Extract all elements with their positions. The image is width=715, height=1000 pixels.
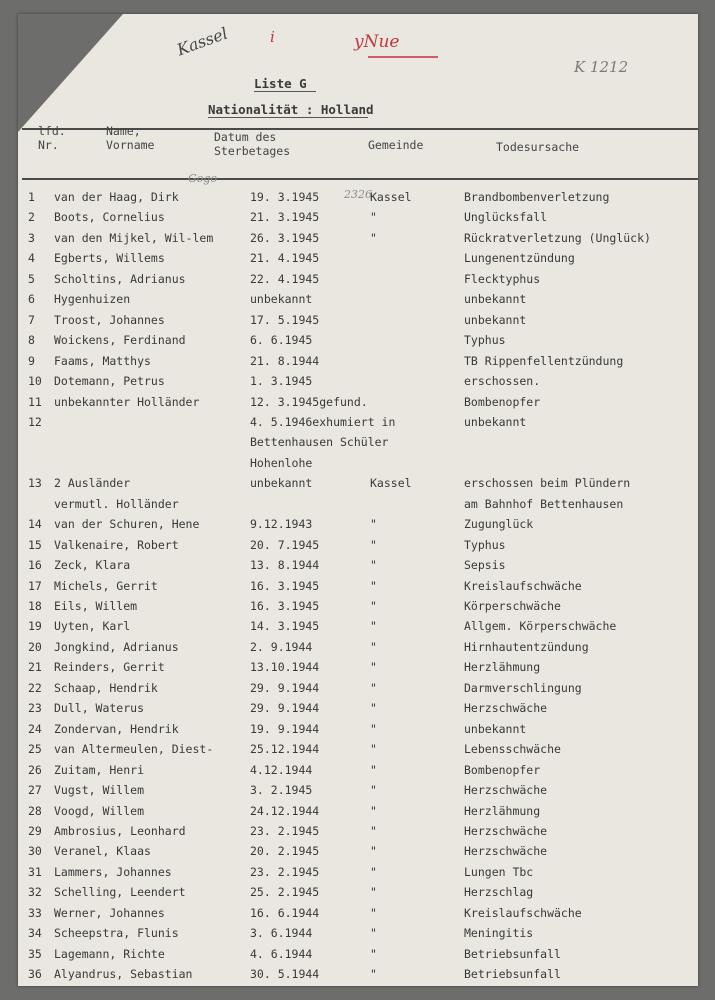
row-date: 16. 3.1945 bbox=[250, 599, 320, 613]
row-number: 16 bbox=[28, 558, 42, 573]
document-title: Liste G bbox=[254, 76, 307, 91]
row-cause: Herzschwäche bbox=[464, 701, 548, 716]
row-place: " bbox=[370, 599, 377, 613]
row-date: Bettenhausen Schüler bbox=[250, 435, 389, 450]
row-date: 13.10.1944 bbox=[250, 660, 320, 675]
row-number: 7 bbox=[28, 312, 35, 327]
header-place: Gemeinde bbox=[368, 138, 424, 152]
row-number: 17 bbox=[28, 578, 42, 593]
table-row bbox=[18, 885, 698, 905]
handwritten-kassel-note: Kassel bbox=[174, 23, 231, 60]
row-place: " bbox=[370, 967, 377, 982]
row-date: 29. 9.1944 bbox=[250, 701, 320, 716]
table-row bbox=[18, 435, 698, 455]
row-number: 6 bbox=[28, 292, 35, 307]
row-number: 30 bbox=[28, 844, 42, 859]
row-cause: Herzschwäche bbox=[464, 844, 548, 859]
row-date: 16. 3.1945 bbox=[250, 578, 320, 593]
row-name: Zondervan, Hendrik bbox=[54, 721, 179, 736]
row-name: Uyten, Karl bbox=[54, 619, 131, 634]
row-name: Scholtins, Adrianus bbox=[54, 271, 186, 286]
row-cause: Flecktyphus bbox=[464, 271, 541, 286]
row-number: 35 bbox=[28, 946, 42, 961]
table-row bbox=[18, 967, 698, 986]
row-name: Dotemann, Petrus bbox=[54, 374, 165, 389]
row-name: Valkenaire, Robert bbox=[54, 537, 179, 552]
header-nr: lfd. Nr. bbox=[38, 124, 66, 152]
row-cause: erschossen. bbox=[464, 374, 541, 389]
row-number: 19 bbox=[28, 619, 42, 634]
row-place: " bbox=[370, 762, 377, 777]
table-row bbox=[18, 660, 698, 680]
row-date: 20. 7.1945 bbox=[250, 537, 320, 552]
row-name: Troost, Johannes bbox=[54, 312, 165, 327]
row-number: 31 bbox=[28, 864, 42, 879]
row-place: " bbox=[370, 885, 377, 900]
row-cause: unbekannt bbox=[464, 414, 527, 429]
row-cause: Herzschwäche bbox=[464, 783, 548, 798]
row-place: " bbox=[370, 639, 377, 654]
document-page bbox=[18, 14, 698, 986]
row-name: vermutl. Holländer bbox=[54, 496, 179, 511]
row-name: Hygenhuizen bbox=[54, 292, 131, 307]
table-row bbox=[18, 824, 698, 844]
row-place: Kassel bbox=[370, 190, 412, 204]
row-number: 1 bbox=[28, 190, 35, 204]
header-cause: Todesursache bbox=[496, 140, 580, 154]
row-date: 26. 3.1945 bbox=[250, 230, 320, 245]
row-cause: Bombenopfer bbox=[464, 762, 541, 777]
row-number: 14 bbox=[28, 517, 42, 532]
row-place: " bbox=[370, 680, 377, 695]
row-number: 5 bbox=[28, 271, 35, 286]
row-place: " bbox=[370, 803, 377, 818]
table-row bbox=[18, 476, 698, 496]
row-number: 2 bbox=[28, 210, 35, 225]
row-cause: Herzschlag bbox=[464, 885, 534, 900]
row-place: " bbox=[370, 783, 377, 798]
row-place: " bbox=[370, 517, 377, 532]
row-cause: Kreislaufschwäche bbox=[464, 578, 582, 593]
row-number: 3 bbox=[28, 230, 35, 245]
row-date: 4.12.1944 bbox=[250, 762, 313, 777]
row-date: 16. 6.1944 bbox=[250, 905, 320, 920]
row-date: 1. 3.1945 bbox=[250, 374, 313, 389]
table-row bbox=[18, 763, 698, 783]
table-row bbox=[18, 742, 698, 762]
row-name: van Altermeulen, Diest- bbox=[54, 742, 214, 757]
row-name: Vugst, Willem bbox=[54, 783, 145, 798]
row-name: Lammers, Johannes bbox=[54, 864, 172, 879]
row-name: Alyandrus, Sebastian bbox=[54, 967, 193, 982]
row-date: 13. 8.1944 bbox=[250, 558, 320, 573]
row-date: 17. 5.1945 bbox=[250, 312, 320, 327]
table-row bbox=[18, 497, 698, 517]
row-number: 33 bbox=[28, 905, 42, 920]
row-number: 25 bbox=[28, 742, 42, 757]
row-date: 29. 9.1944 bbox=[250, 680, 320, 695]
table-row bbox=[18, 701, 698, 721]
table-row bbox=[18, 599, 698, 619]
row-place: " bbox=[370, 701, 377, 716]
row-date: 21. 8.1944 bbox=[250, 353, 320, 368]
table-row bbox=[18, 313, 698, 333]
row-date: 20. 2.1945 bbox=[250, 844, 320, 859]
row-cause: Hirnhautentzündung bbox=[464, 639, 589, 654]
table-row bbox=[18, 579, 698, 599]
row-name: Jongkind, Adrianus bbox=[54, 639, 179, 654]
row-name: Eils, Willem bbox=[54, 599, 138, 613]
row-date: 30. 5.1944 bbox=[250, 967, 320, 982]
row-cause: Darmverschlingung bbox=[464, 680, 582, 695]
row-date: 6. 6.1945 bbox=[250, 333, 313, 348]
row-name: Schelling, Leendert bbox=[54, 885, 186, 900]
row-place: " bbox=[370, 558, 377, 573]
table-row bbox=[18, 640, 698, 660]
row-cause: Typhus bbox=[464, 537, 506, 552]
row-cause: Unglücksfall bbox=[464, 210, 548, 225]
row-date: 14. 3.1945 bbox=[250, 619, 320, 634]
page-corner-torn bbox=[18, 14, 123, 132]
row-name: Woickens, Ferdinand bbox=[54, 333, 186, 348]
row-date: 22. 4.1945 bbox=[250, 271, 320, 286]
row-number: 36 bbox=[28, 967, 42, 982]
row-place: " bbox=[370, 926, 377, 941]
row-cause: Allgem. Körperschwäche bbox=[464, 619, 617, 634]
row-date: 4. 5.1946exhumiert in bbox=[250, 414, 396, 429]
row-name: Zeck, Klara bbox=[54, 558, 131, 573]
row-cause: erschossen beim Plündern bbox=[464, 476, 631, 491]
row-cause: Betriebsunfall bbox=[464, 967, 561, 982]
row-place: " bbox=[370, 230, 377, 245]
row-name: unbekannter Holländer bbox=[54, 394, 200, 409]
row-name: van der Haag, Dirk bbox=[54, 190, 179, 204]
row-place: " bbox=[370, 844, 377, 859]
row-name: Egberts, Willems bbox=[54, 251, 165, 266]
table-row bbox=[18, 783, 698, 803]
row-name: van der Schuren, Hene bbox=[54, 517, 200, 532]
row-name: Ambrosius, Leonhard bbox=[54, 823, 186, 838]
table-row bbox=[18, 844, 698, 864]
archive-code: K 1212 bbox=[574, 58, 629, 76]
document-nationality: Nationalität : Holland bbox=[208, 102, 374, 117]
row-number: 21 bbox=[28, 660, 42, 675]
subtitle-underline bbox=[208, 117, 368, 118]
row-place: " bbox=[370, 619, 377, 634]
row-cause: Typhus bbox=[464, 333, 506, 348]
handwritten-red-note: yNue bbox=[354, 32, 400, 52]
row-name: van den Mijkel, Wil-lem bbox=[54, 230, 214, 245]
table-row bbox=[18, 292, 698, 312]
row-name: Werner, Johannes bbox=[54, 905, 165, 920]
row-date: 19. 3.1945 bbox=[250, 190, 320, 204]
row-date: 25.12.1944 bbox=[250, 742, 320, 757]
table-row bbox=[18, 926, 698, 946]
row-number: 8 bbox=[28, 333, 35, 348]
pencil-note: 2326 bbox=[344, 188, 372, 201]
row-date: 23. 2.1945 bbox=[250, 823, 320, 838]
table-row bbox=[18, 947, 698, 967]
row-cause: Körperschwäche bbox=[464, 599, 561, 613]
table-row bbox=[18, 272, 698, 292]
row-place: " bbox=[370, 742, 377, 757]
row-place: " bbox=[370, 905, 377, 920]
row-cause: Brandbombenverletzung bbox=[464, 190, 610, 204]
row-number: 20 bbox=[28, 639, 42, 654]
row-number: 34 bbox=[28, 926, 42, 941]
row-number: 18 bbox=[28, 599, 42, 613]
row-cause: Lebensschwäche bbox=[464, 742, 561, 757]
table-row bbox=[18, 395, 698, 415]
row-name: Michels, Gerrit bbox=[54, 578, 158, 593]
row-place: " bbox=[370, 721, 377, 736]
row-place: " bbox=[370, 823, 377, 838]
row-name: Veranel, Klaas bbox=[54, 844, 151, 859]
row-number: 4 bbox=[28, 251, 35, 266]
header-name: Name, Vorname bbox=[106, 124, 155, 152]
row-name: Dull, Waterus bbox=[54, 701, 145, 716]
row-cause: TB Rippenfellentzündung bbox=[464, 353, 624, 368]
table-row bbox=[18, 231, 698, 251]
row-number: 28 bbox=[28, 803, 42, 818]
row-number: 15 bbox=[28, 537, 42, 552]
row-cause: Lungen Tbc bbox=[464, 864, 534, 879]
row-place: " bbox=[370, 660, 377, 675]
table-row bbox=[18, 619, 698, 639]
table-row bbox=[18, 354, 698, 374]
pencil-note: Gogo bbox=[188, 172, 218, 185]
row-date: unbekannt bbox=[250, 476, 313, 491]
table-header-rule bbox=[22, 178, 698, 180]
row-date: 24.12.1944 bbox=[250, 803, 320, 818]
row-name: Voogd, Willem bbox=[54, 803, 145, 818]
row-name: Schaap, Hendrik bbox=[54, 680, 158, 695]
row-date: 2. 9.1944 bbox=[250, 639, 313, 654]
row-number: 23 bbox=[28, 701, 42, 716]
table-row bbox=[18, 456, 698, 476]
row-cause: Rückratverletzung (Unglück) bbox=[464, 230, 651, 245]
table-row bbox=[18, 681, 698, 701]
table-row bbox=[18, 333, 698, 353]
row-cause: Kreislaufschwäche bbox=[464, 905, 582, 920]
row-number: 12 bbox=[28, 414, 42, 429]
red-underline bbox=[368, 56, 438, 58]
header-date: Datum des Sterbetages bbox=[214, 130, 291, 158]
row-number: 24 bbox=[28, 721, 42, 736]
row-cause: Betriebsunfall bbox=[464, 946, 561, 961]
table-row bbox=[18, 804, 698, 824]
row-cause: unbekannt bbox=[464, 292, 527, 307]
row-cause: Meningitis bbox=[464, 926, 534, 941]
handwritten-red-mark: i bbox=[270, 28, 275, 46]
table-row bbox=[18, 374, 698, 394]
row-date: 12. 3.1945gefund. bbox=[250, 394, 368, 409]
row-place: " bbox=[370, 946, 377, 961]
table-row bbox=[18, 517, 698, 537]
row-place: " bbox=[370, 210, 377, 225]
row-date: Hohenlohe bbox=[250, 455, 313, 470]
table-row bbox=[18, 865, 698, 885]
row-cause: Herzlähmung bbox=[464, 803, 541, 818]
row-name: Zuitam, Henri bbox=[54, 762, 145, 777]
row-date: 21. 3.1945 bbox=[250, 210, 320, 225]
row-date: 21. 4.1945 bbox=[250, 251, 320, 266]
row-date: 9.12.1943 bbox=[250, 517, 313, 532]
row-cause: Sepsis bbox=[464, 558, 506, 573]
row-number: 26 bbox=[28, 762, 42, 777]
row-place: " bbox=[370, 578, 377, 593]
row-number: 10 bbox=[28, 374, 42, 389]
row-name: Lagemann, Richte bbox=[54, 946, 165, 961]
row-name: 2 Ausländer bbox=[54, 476, 131, 491]
table-row bbox=[18, 906, 698, 926]
row-cause: Bombenopfer bbox=[464, 394, 541, 409]
row-name: Faams, Matthys bbox=[54, 353, 151, 368]
row-cause: unbekannt bbox=[464, 312, 527, 327]
row-number: 22 bbox=[28, 680, 42, 695]
row-date: 4. 6.1944 bbox=[250, 946, 313, 961]
row-cause: unbekannt bbox=[464, 721, 527, 736]
row-name: Boots, Cornelius bbox=[54, 210, 165, 225]
table-row bbox=[18, 558, 698, 578]
table-row bbox=[18, 251, 698, 271]
row-name: Reinders, Gerrit bbox=[54, 660, 165, 675]
row-place: Kassel bbox=[370, 476, 412, 491]
row-cause: Lungenentzündung bbox=[464, 251, 575, 266]
row-date: 23. 2.1945 bbox=[250, 864, 320, 879]
table-row bbox=[18, 415, 698, 435]
row-cause: Herzlähmung bbox=[464, 660, 541, 675]
row-number: 9 bbox=[28, 353, 35, 368]
row-place: " bbox=[370, 537, 377, 552]
table-row bbox=[18, 538, 698, 558]
title-underline bbox=[254, 91, 316, 92]
row-name: Scheepstra, Flunis bbox=[54, 926, 179, 941]
row-cause: Herzschwäche bbox=[464, 823, 548, 838]
row-date: 25. 2.1945 bbox=[250, 885, 320, 900]
row-number: 11 bbox=[28, 394, 42, 409]
row-cause: am Bahnhof Bettenhausen bbox=[464, 496, 624, 511]
row-date: 3. 2.1945 bbox=[250, 783, 313, 798]
row-number: 27 bbox=[28, 783, 42, 798]
table-row bbox=[18, 722, 698, 742]
row-place: " bbox=[370, 864, 377, 879]
row-number: 32 bbox=[28, 885, 42, 900]
row-date: 19. 9.1944 bbox=[250, 721, 320, 736]
row-number: 13 bbox=[28, 476, 42, 491]
row-date: 3. 6.1944 bbox=[250, 926, 313, 941]
table-row bbox=[18, 210, 698, 230]
row-number: 29 bbox=[28, 823, 42, 838]
row-date: unbekannt bbox=[250, 292, 313, 307]
row-cause: Zugunglück bbox=[464, 517, 534, 532]
